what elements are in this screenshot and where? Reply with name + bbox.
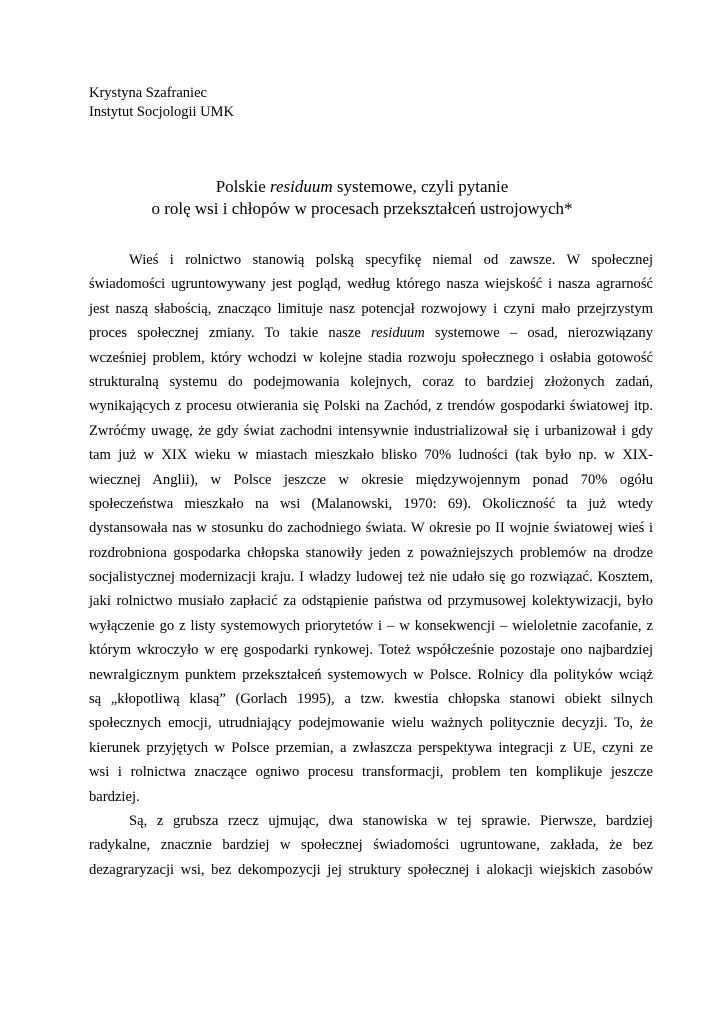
paragraph-2 xyxy=(89,809,653,882)
text-line: dezagraryzacji wsi, bez dekompozycji jej struktury społecznej i alokacji wiejskich zasobów xyxy=(89,861,653,878)
paragraph-1 xyxy=(89,248,653,809)
line-segment: systemowe – osad, nierozwiązany xyxy=(424,325,653,342)
text-line: Wieś i rolnictwo stanowią polską specyfikę niemal od zawsze. W społecznej xyxy=(129,252,653,268)
title-line-2: o rolę wsi i chłopów w procesach przekształceń ustrojowych* xyxy=(151,199,573,218)
author-block xyxy=(89,84,234,122)
text-line: wcześniej problem, który wchodzi w kolejne stadia rozwoju społecznego i osłabia gotowość xyxy=(89,349,653,366)
text-line: społecznych emocji, utrudniający podejmowanie wielu ważnych politycznie decyzji. To, że xyxy=(89,715,653,732)
text-line: rozdrobniona gospodarka chłopska stanowiły jeden z poważniejszych problemów na drodze xyxy=(89,544,653,561)
text-line: socjalistycznej modernizacji kraju. I władzy ludowej też nie udało się go rozwiązać. Kosztem, xyxy=(89,569,653,586)
text-line: są „kłopotliwą klasą” (Gorlach 1995), a tzw. kwestia chłopska stanowi obiekt silnych xyxy=(89,691,653,708)
text-line: społeczeństwa mieszkało na wsi (Malanowski, 1970: 69). Okoliczność ta już wtedy xyxy=(89,495,653,512)
title-suffix: systemowe, czyli pytanie xyxy=(332,177,509,196)
text-line: jest naszą słabością, znacząco limituje nasz potencjał rozwojowy i czyni mało przejrzystym xyxy=(89,300,653,317)
text-line: wynikających z procesu otwierania się Polski na Zachód, z trendów gospodarki światowej itp. xyxy=(89,398,653,415)
text-line: newralgicznym punktem przekształceń systemowych w Polsce. Rolnicy dla polityków wciąż xyxy=(89,666,653,683)
text-line: wyłączenie go z listy systemowych priorytetów i – w konsekwencji – wieloletnie zacofanie, z xyxy=(89,617,653,634)
text-line: którym wkroczyło w erę gospodarki rynkowej. Toteż współcześnie pozostaje ono najbardziej xyxy=(89,642,653,659)
italic-term: residuum xyxy=(370,325,425,342)
text-line: tam już w XIX wieku w miastach mieszkało blisko 70% ludności (tak było np. w XIX- xyxy=(89,447,653,464)
text-line: bardziej. xyxy=(89,788,140,805)
text-line: kierunek przyjętych w Polsce przemian, a zwłaszcza perspektywa integracji z UE, czyni ze xyxy=(89,739,653,756)
title-italic-term: residuum xyxy=(270,177,333,196)
author-institution: Instytut Socjologii UMK xyxy=(89,104,235,120)
text-line: Są, z grubsza rzecz ujmując, dwa stanowiska w tej sprawie. Pierwsze, bardziej xyxy=(129,812,653,829)
text-line: dystansowała nas w stosunku do zachodniego świata. W okresie po II wojnie światowej wieś i xyxy=(89,520,653,537)
text-line: wiecznej Anglii), w Polsce jeszcze w okresie międzywojennym ponad 70% ogółu xyxy=(89,471,653,488)
author-name: Krystyna Szafraniec xyxy=(89,85,207,101)
title-line-1 xyxy=(0,176,724,198)
text-line: Zwróćmy uwagę, że gdy świat zachodni intensywnie industrializował się i urbanizował i gdy xyxy=(89,422,653,439)
text-line: jaki rolnictwo musiało zapłacić za odstąpienie państwa od przymusowej kolektywizacji, było xyxy=(89,593,653,610)
title-prefix: Polskie xyxy=(215,177,271,196)
text-line xyxy=(89,321,653,345)
text-line: radykalne, znacznie bardziej w społecznej świadomości ugruntowane, zakłada, że bez xyxy=(89,837,653,854)
paper-title xyxy=(0,176,724,220)
text-line: wsi i rolnictwa znaczące ogniwo procesu transformacji, problem ten komplikuje jeszcze xyxy=(89,764,653,781)
text-line: strukturalną systemu do podejmowania kolejnych, coraz to bardziej złożonych zadań, xyxy=(89,373,653,390)
body-text xyxy=(89,248,653,882)
line-segment: proces społecznej zmiany. To takie nasze xyxy=(89,325,371,342)
text-line: świadomości ugruntowywany jest pogląd, według którego nasza wiejskość i nasza agrarność xyxy=(89,276,653,293)
